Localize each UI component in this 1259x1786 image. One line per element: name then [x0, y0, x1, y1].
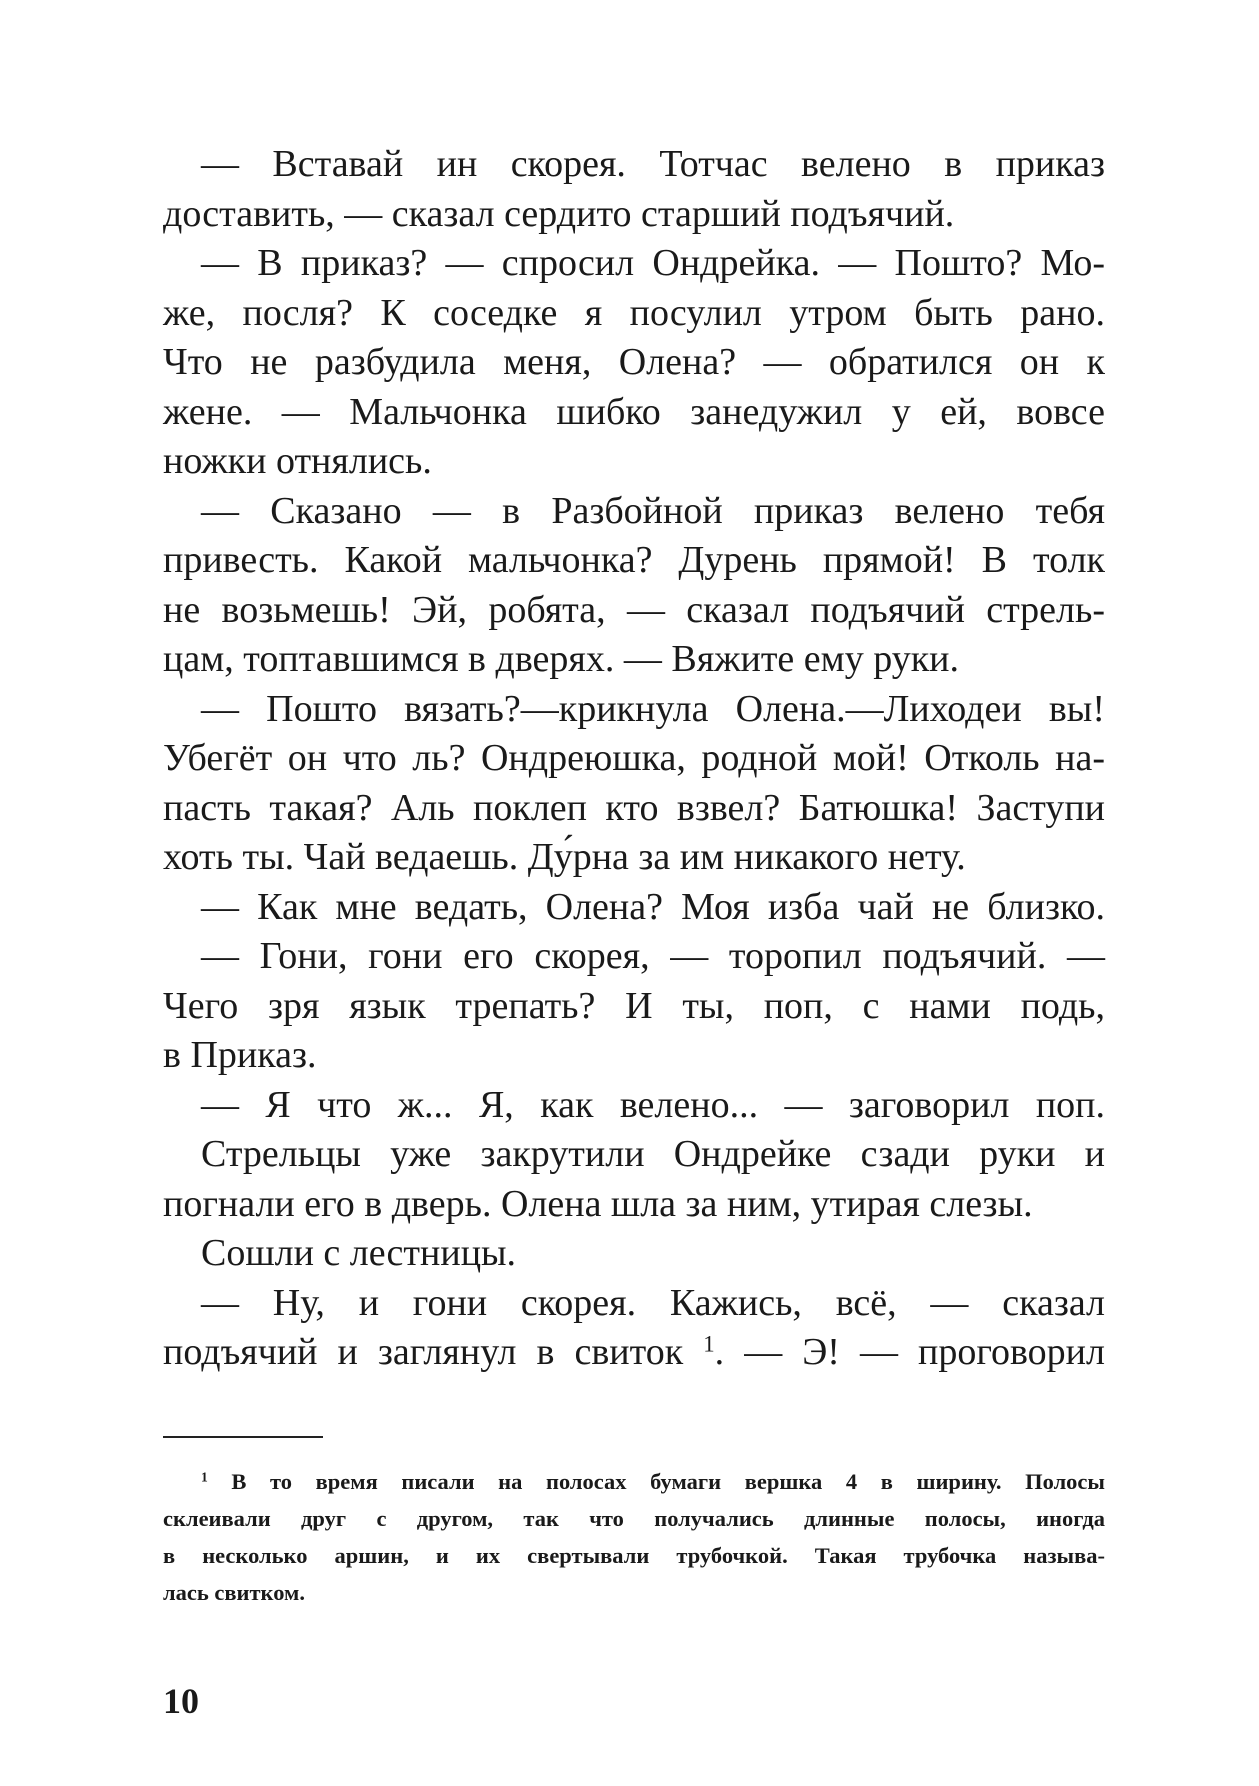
text-line: — В приказ? — спросил Ондрейка. — Пошто? Мо- [201, 242, 1105, 284]
text-line: Чего зря язык трепать? И ты, поп, с нами подь, [163, 984, 1105, 1027]
text-line: жене. — Мальчонка шибко занедужил у ей, вовсе [163, 390, 1105, 433]
text-line: — Вставай ин скорея. Тотчас велено в приказ [201, 143, 1105, 185]
text-line: в Приказ. [163, 1034, 317, 1076]
text-line: Стрельцы уже закрутили Ондрейке сзади руки и [201, 1133, 1105, 1175]
paragraph [163, 883, 1105, 933]
paragraph [163, 1081, 1105, 1131]
paragraph [163, 239, 1105, 487]
text-line: — Гони, гони его скорея, — торопил подъячий. — [201, 935, 1105, 977]
text-line: Что не разбудила меня, Олена? — обратился он к [163, 341, 1105, 383]
text-line: ножки отнялись. [163, 440, 432, 482]
text-line: привесть. Какой мальчонка? Дурень прямой! В толк [163, 539, 1105, 581]
footnote-marker: 1 [201, 1469, 208, 1485]
text-line: — Сказано — в Разбойной приказ велено тебя [201, 489, 1105, 532]
text-line: цам, топтавшимся в дверях. — Вяжите ему руки. [163, 638, 959, 680]
footnote-line: лась свитком. [163, 1580, 305, 1605]
paragraph [163, 1229, 1105, 1279]
text-line: — Как мне ведать, Олена? Моя изба чай не близко. [201, 885, 1105, 928]
footnote-text: В то время писали на полосах бумаги вершка 4 в ширину. Полосы [231, 1469, 1105, 1494]
paragraph [163, 1279, 1105, 1378]
text-line: же, посля? К соседке я посулил утром быть рано. [163, 291, 1105, 334]
text-line: Сошли с лестницы. [201, 1232, 517, 1274]
footnote-reference: 1 [703, 1331, 715, 1357]
text-fragment: . — Э! — проговорил [714, 1331, 1105, 1373]
text-line: доставить, — сказал сердито старший подъячий. [163, 192, 955, 235]
paragraph [163, 685, 1105, 883]
text-line: пасть такая? Аль поклеп кто взвел? Батюшка! Заступи [163, 786, 1105, 829]
text-fragment: подъячий и заглянул в свиток [163, 1331, 704, 1373]
text-line-with-footnote-ref [163, 1328, 1105, 1378]
footnote-line [163, 1463, 1105, 1500]
text-line: Убегёт он что ль? Ондреюшка, родной мой! Отколь на- [163, 737, 1105, 779]
footnote-line: в несколько аршин, и их свертывали трубочкой. Такая трубочка называ- [163, 1543, 1105, 1568]
paragraph [163, 1130, 1105, 1229]
footnote-line: склеивали друг с другом, так что получались длинные полосы, иногда [163, 1506, 1105, 1531]
footnote [163, 1463, 1105, 1611]
paragraph [163, 487, 1105, 685]
page-number: 10 [163, 1681, 199, 1721]
text-line: — Пошто вязать?—крикнула Олена.—Лиходеи вы! [201, 687, 1105, 730]
footnote-separator [163, 1436, 323, 1438]
text-line: не возьмешь! Эй, робята, — сказал подъячий стрель- [163, 588, 1105, 631]
paragraph [163, 140, 1105, 239]
text-line: — Ну, и гони скорея. Кажись, всё, — сказал [201, 1281, 1105, 1324]
paragraph [163, 932, 1105, 1081]
text-line: погнали его в дверь. Олена шла за ним, утирая слезы. [163, 1182, 1033, 1225]
text-line: хоть ты. Чай ведаешь. Ду́рна за им никакого нету. [163, 836, 966, 878]
text-line: — Я что ж... Я, как велено... — заговорил поп. [201, 1083, 1105, 1126]
body-text [163, 140, 1105, 1378]
